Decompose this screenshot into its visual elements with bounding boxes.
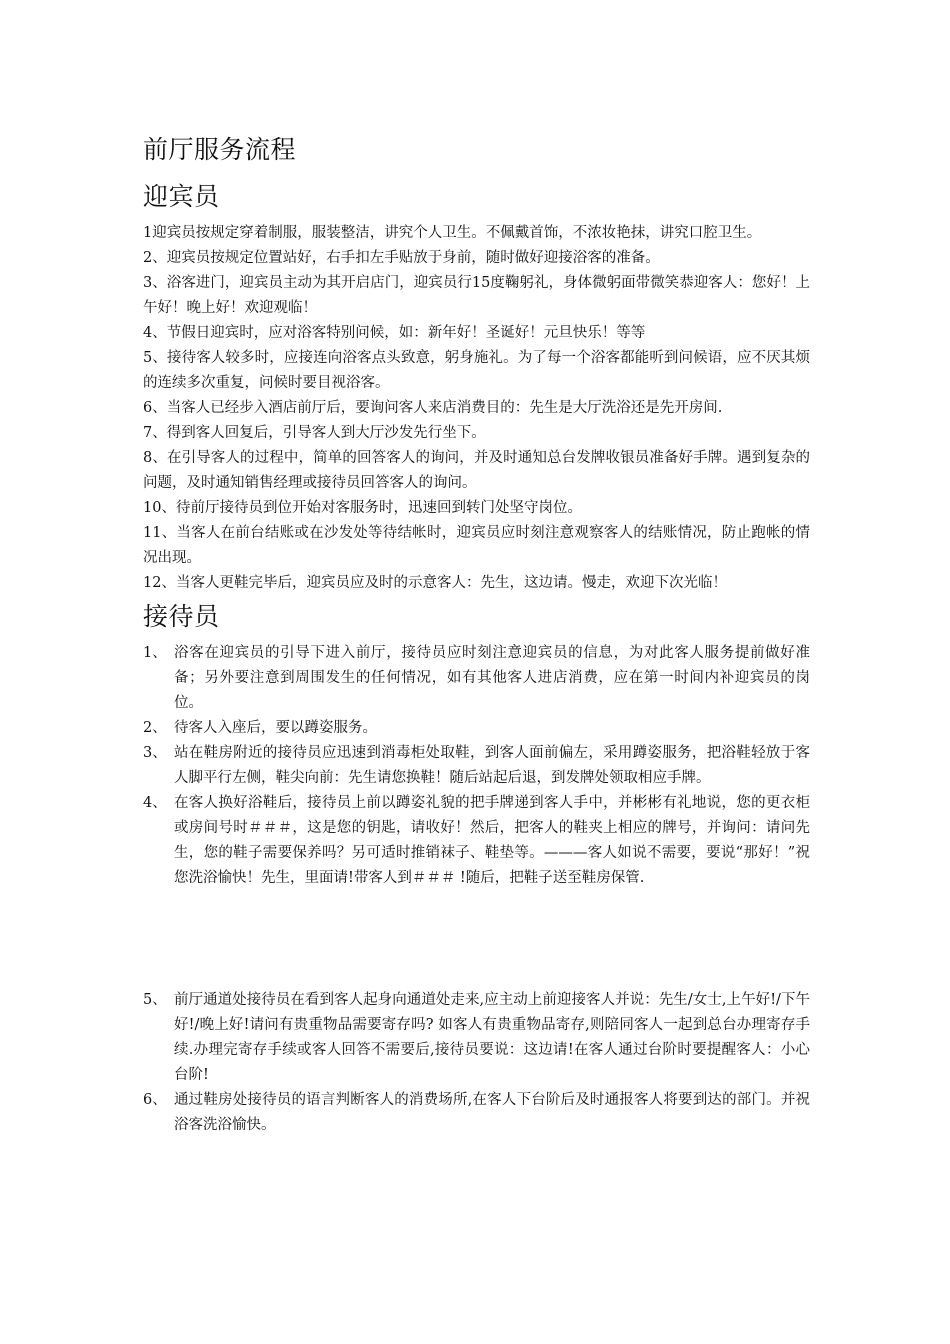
list-item	[143, 641, 810, 716]
document-title: 前厅服务流程	[143, 135, 297, 164]
greeter-paragraph: 2、迎宾员按规定位置站好，右手扣左手贴放于身前，随时做好迎接浴客的准备。	[143, 250, 660, 266]
list-item	[143, 716, 810, 741]
greeter-paragraph: 11、当客人在前台结账或在沙发处等待结帐时，迎宾员应时刻注意观察客人的结账情况，防止跑帐的情况出现。	[143, 525, 810, 566]
greeter-paragraph: 3、浴客进门，迎宾员主动为其开启店门，迎宾员行15度鞠躬礼，身体微躬面带微笑恭迎客人：您好！上午好！晚上好！欢迎观临！	[143, 275, 810, 316]
greeter-paragraph: 7、得到客人回复后，引导客人到大厅沙发先行坐下。	[143, 425, 486, 441]
greeter-paragraph: 12、当客人更鞋完毕后，迎宾员应及时的示意客人：先生，这边请。慢走，欢迎下次光临！	[143, 575, 727, 591]
list-item-number: 2、	[143, 720, 167, 736]
greeter-heading: 迎宾员	[143, 182, 220, 211]
list-item	[143, 1088, 810, 1138]
reception-section	[143, 600, 810, 1138]
list-item-number: 1、	[143, 645, 167, 661]
greeter-section	[143, 180, 810, 596]
list-item-number: 3、	[143, 745, 167, 761]
list-item-text: 浴客在迎宾员的引导下进入前厅，接待员应时刻注意迎宾员的信息，为对此客人服务提前做好准备；另外要注意到周围发生的任何情况，如有其他客人进店消费，应在第一时间内补迎宾员的岗位。	[174, 645, 810, 711]
greeter-paragraph: 10、待前厅接待员到位开始对客服务时，迅速回到转门处坚守岗位。	[143, 500, 582, 516]
list-item-text: 待客人入座后，要以蹲姿服务。	[174, 720, 377, 736]
greeter-paragraph: 8、在引导客人的过程中，简单的回答客人的询问，并及时通知总台发牌收银员准备好手牌。遇到复杂的问题，及时通知销售经理或接待员回答客人的询问。	[143, 450, 810, 491]
list-item	[143, 988, 810, 1088]
list-item-text: 站在鞋房附近的接待员应迅速到消毒柜处取鞋，到客人面前偏左，采用蹲姿服务，把浴鞋轻放于客人脚平行左侧，鞋尖向前：先生请您换鞋！随后站起后退，到发牌处领取相应手牌。	[174, 745, 810, 786]
list-item	[143, 741, 810, 791]
list-item-text: 在客人换好浴鞋后，接待员上前以蹲姿礼貌的把手牌递到客人手中，并彬彬有礼地说，您的更衣柜或房间号时＃＃＃，这是您的钥匙，请收好！然后，把客人的鞋夹上相应的牌号，并询问：请问先生，您的鞋子需要保养吗？另可适时推销袜子、鞋垫等。———客人如说不需要，要说“那好！”祝您洗浴愉快！先生，里面请!带客人到＃＃＃ !随后，把鞋子送至鞋房保管.	[174, 795, 810, 886]
blank-space	[143, 891, 810, 988]
list-item-number: 5、	[143, 992, 167, 1008]
greeter-paragraph: 5、接待客人较多时，应接连向浴客点头致意，躬身施礼。为了每一个浴客都能听到问候语，应不厌其烦的连续多次重复，问候时要目视浴客。	[143, 350, 810, 391]
reception-list-continued	[143, 988, 810, 1138]
greeter-paragraph: 4、节假日迎宾时，应对浴客特别问候，如：新年好！圣诞好！元旦快乐！等等	[143, 325, 646, 341]
reception-list	[143, 641, 810, 891]
list-item-text: 通过鞋房处接待员的语言判断客人的消费场所,在客人下台阶后及时通报客人将要到达的部门。并祝浴客洗浴愉快。	[174, 1092, 810, 1133]
list-item-number: 4、	[143, 795, 167, 811]
reception-heading: 接待员	[143, 602, 220, 631]
list-item	[143, 791, 810, 891]
list-item-number: 6、	[143, 1092, 167, 1108]
document-page	[143, 132, 810, 1138]
list-item-text: 前厅通道处接待员在看到客人起身向通道处走来,应主动上前迎接客人并说：先生/女士,上午好!/下午好!/晚上好!请问有贵重物品需要寄存吗? 如客人有贵重物品寄存,则陪同客人一起到总台办理寄存手续.办理完寄存手续或客人回答不需要后,接待员要说：这边请!在客人通过台阶时要提醒客人：小心台阶!	[174, 992, 810, 1083]
greeter-paragraph: 6、当客人已经步入酒店前厅后，要询问客人来店消费目的：先生是大厅洗浴还是先开房间.	[143, 400, 723, 416]
greeter-paragraph: 1迎宾员按规定穿着制服，服装整洁，讲究个人卫生。不佩戴首饰，不浓妆艳抹，讲究口腔卫生。	[143, 225, 762, 241]
